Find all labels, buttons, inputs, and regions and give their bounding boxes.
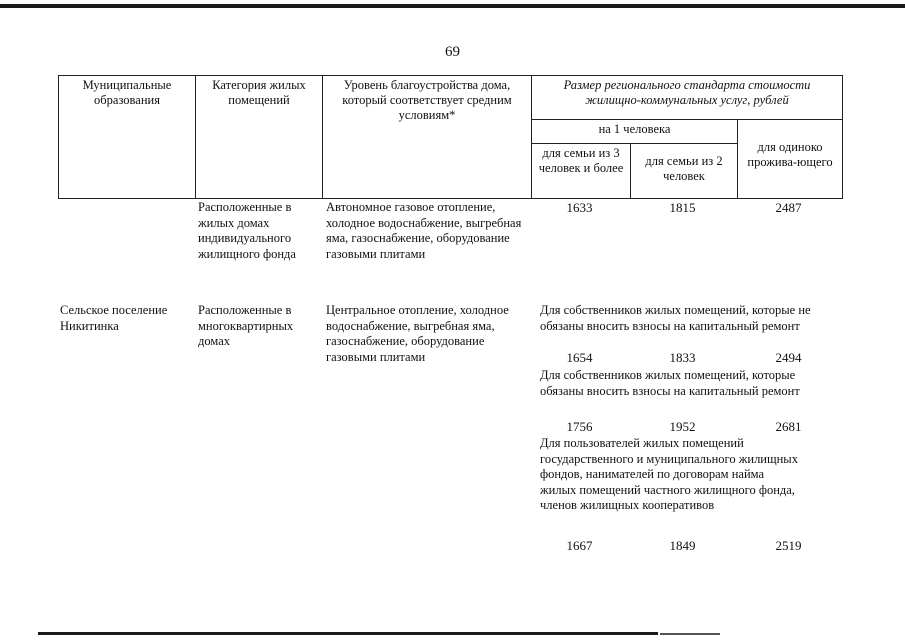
header-category: Категория жилых помещений (196, 76, 323, 199)
row2-municipality: Сельское поселение Никитинка (60, 303, 168, 333)
group1-family2-value: 1833 (669, 350, 696, 365)
group2-family2-value: 1952 (669, 419, 696, 434)
header-size: Размер регионального стандарта стоимости жилищно-коммунальных услуг, рублей (532, 76, 843, 120)
group2-family3-value: 1756 (566, 419, 593, 434)
row1-family2-value: 1815 (669, 200, 696, 215)
group2-note: Для собственников жилых помещений, которые обязаны вносить взносы на капитальный ремонт (540, 368, 800, 398)
row1-level: Автономное газовое отопление, холодное водоснабжение, выгребная яма, газоснабжение, оборудование газовыми плитами (326, 200, 522, 261)
header-family3: для семьи из 3 человек и более (532, 144, 631, 199)
header-single: для одиноко прожива-ющего (738, 120, 843, 199)
header-level: Уровень благоустройства дома, который соответствует средним условиям* (323, 76, 532, 199)
group3-note: Для пользователей жилых помещений государственного и муниципального жилищных фондов, нанимателей по договорам найма жилых помещений частного жилищного фонда, членов жилищных кооперативов (540, 436, 798, 513)
group1-single-value: 2494 (775, 350, 802, 365)
group3-family2-value: 1849 (669, 538, 696, 553)
group1-note: Для собственников жилых помещений, которые не обязаны вносить взносы на капитальный ремонт (540, 303, 811, 333)
group1-family3-value: 1654 (566, 350, 593, 365)
group3-family3-value: 1667 (566, 538, 593, 553)
row1-family3-value: 1633 (566, 200, 593, 215)
header-per-person: на 1 человека (532, 120, 738, 144)
row1-single-value: 2487 (775, 200, 802, 215)
row2-category: Расположенные в многоквартирных домах (198, 303, 294, 349)
row2-level: Центральное отопление, холодное водоснабжение, выгребная яма, газоснабжение, оборудование газовыми плитами (326, 303, 509, 364)
header-municipal: Муниципальные образования (59, 76, 196, 199)
header-family2: для семьи из 2 человек (631, 144, 738, 199)
scan-border-bottom-fragment (660, 633, 720, 635)
header-table (58, 75, 843, 199)
group2-single-value: 2681 (775, 419, 802, 434)
scan-border-top (0, 4, 905, 8)
page-number: 69 (445, 44, 460, 60)
group3-single-value: 2519 (775, 538, 802, 553)
row1-category: Расположенные в жилых домах индивидуального жилищного фонда (198, 200, 296, 261)
scan-border-bottom (38, 632, 658, 635)
